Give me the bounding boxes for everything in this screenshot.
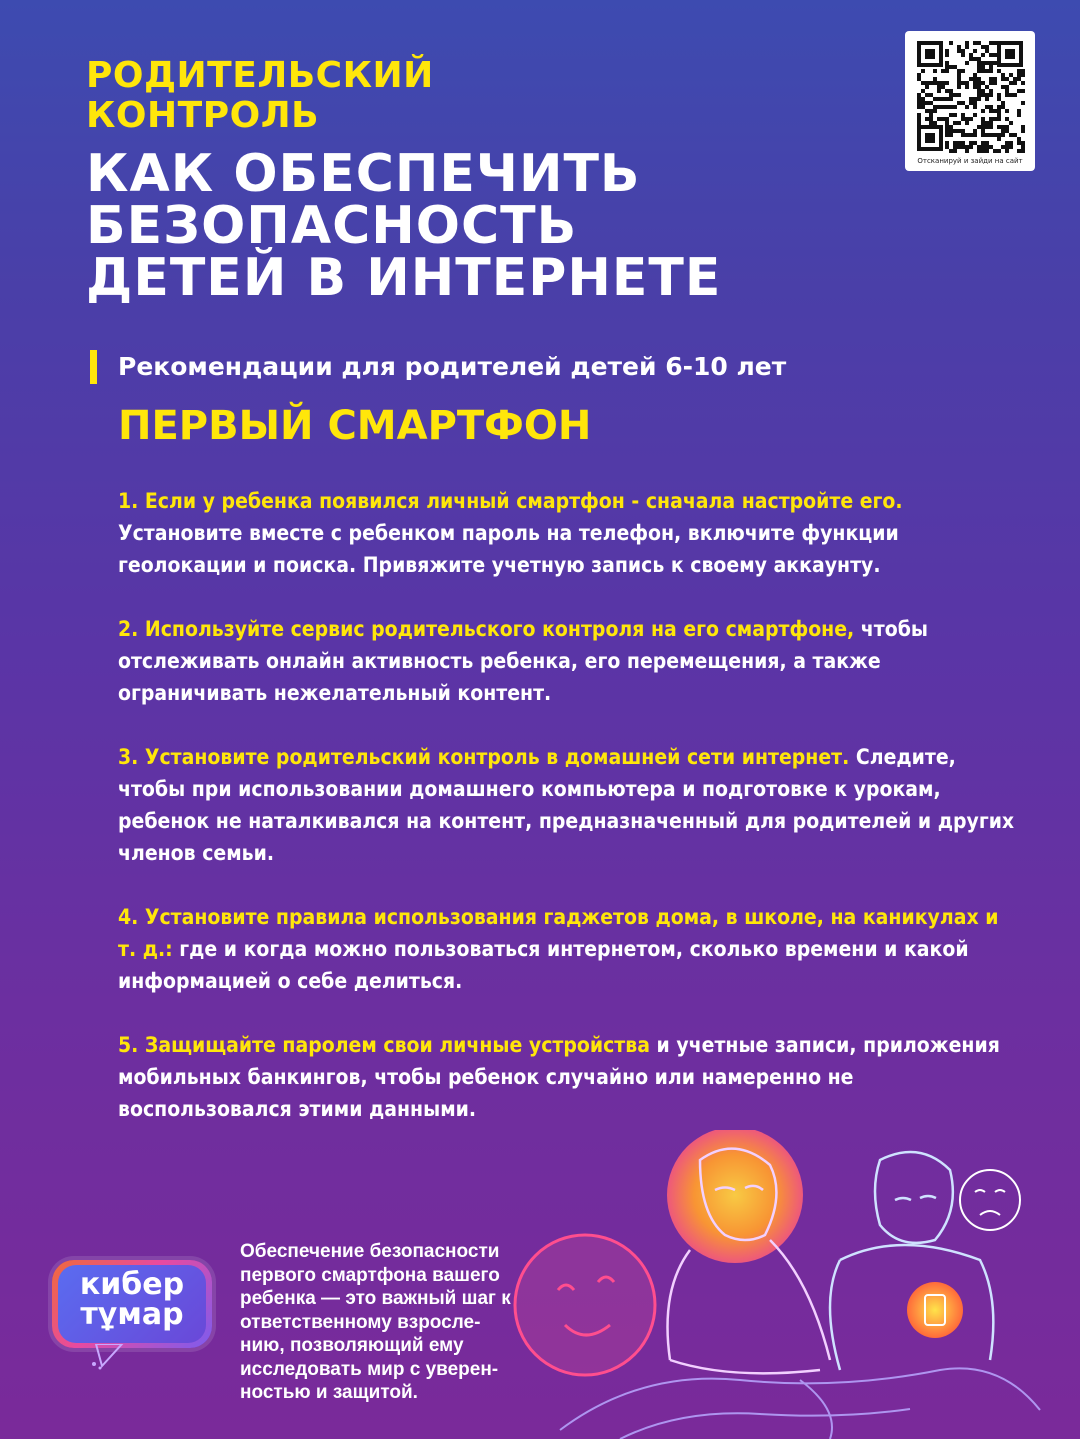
recommendation-subtitle: Рекомендации для родителей детей 6-10 лет [118, 352, 787, 381]
accent-bar [90, 350, 97, 384]
qr-code-icon [915, 39, 1025, 154]
logo-tail-icon [92, 1344, 132, 1370]
tip-highlight: 3. Установите родительский контроль в домашней сети интернет. [118, 745, 850, 769]
tips-list [118, 485, 1018, 1125]
tip-highlight: 2. Используйте сервис родительского контроля на его смартфоне, [118, 617, 855, 641]
section-title: ПЕРВЫЙ СМАРТФОН [118, 403, 592, 449]
tip-item-1 [118, 485, 1018, 581]
page-title [86, 144, 866, 308]
tip-text: и учетные записи, приложения мобильных банкингов, чтобы ребенок случайно или намеренно не воспользовался этими данными. [118, 1033, 1000, 1121]
tip-text: Установите вместе с ребенком пароль на телефон, включите функции геолокации и поиска. Привяжите учетную запись к своему аккаунту. [118, 521, 899, 577]
tip-item-4 [118, 901, 1018, 997]
kiber-tumar-logo [52, 1260, 212, 1370]
bottom-note: Обеспечение безопасности первого смартфона вашего ребенка — это важный шаг к ответственному взросле-нию, позволяющий ему исследовать мир с уверен-ностью и защитой. [240, 1241, 511, 1403]
tip-item-3 [118, 741, 1018, 869]
title-line-3: ДЕТЕЙ В ИНТЕРНЕТЕ [86, 248, 722, 308]
qr-code[interactable] [905, 31, 1035, 171]
phone-glow [907, 1282, 963, 1338]
qr-caption: Отсканируй и зайди на сайт [917, 157, 1023, 165]
logo-text [52, 1267, 212, 1332]
kicker-title [86, 56, 606, 136]
sad-face-icon [960, 1170, 1020, 1230]
tip-text: Следите, чтобы при использовании домашнего компьютера и подготовке к урокам, ребенок не наталкивался на контент, предназначенный для родителей и других членов семьи. [118, 745, 1015, 865]
tip-item-2 [118, 613, 1018, 709]
title-line-1: КАК ОБЕСПЕЧИТЬ [86, 144, 641, 204]
smiley-icon [515, 1235, 655, 1375]
logo-line-1: кибер [79, 1267, 185, 1302]
logo-line-2: тұмар [80, 1297, 184, 1332]
blanket-lines [560, 1368, 1040, 1439]
tip-highlight: 4. Установите правила использования гаджетов дома, в школе, на каникулах и т. д.: [118, 905, 999, 961]
kicker-line-2: КОНТРОЛЬ [86, 95, 320, 136]
tip-highlight: 5. Защищайте паролем свои личные устройства [118, 1033, 650, 1057]
title-line-2: БЕЗОПАСНОСТЬ [86, 196, 578, 256]
tip-highlight: 1. Если у ребенка появился личный смартфон - сначала настройте его. [118, 489, 903, 513]
tip-text: чтобы отслеживать онлайн активность ребенка, его перемещения, а также ограничивать нежелательный контент. [118, 617, 928, 705]
kicker-line-1: РОДИТЕЛЬСКИЙ [86, 55, 434, 96]
child-figure [830, 1152, 993, 1370]
family-illustration [500, 1130, 1080, 1439]
tip-item-5 [118, 1029, 1018, 1125]
tip-text: где и когда можно пользоваться интернетом, сколько времени и какой информацией о себе делиться. [118, 937, 969, 993]
